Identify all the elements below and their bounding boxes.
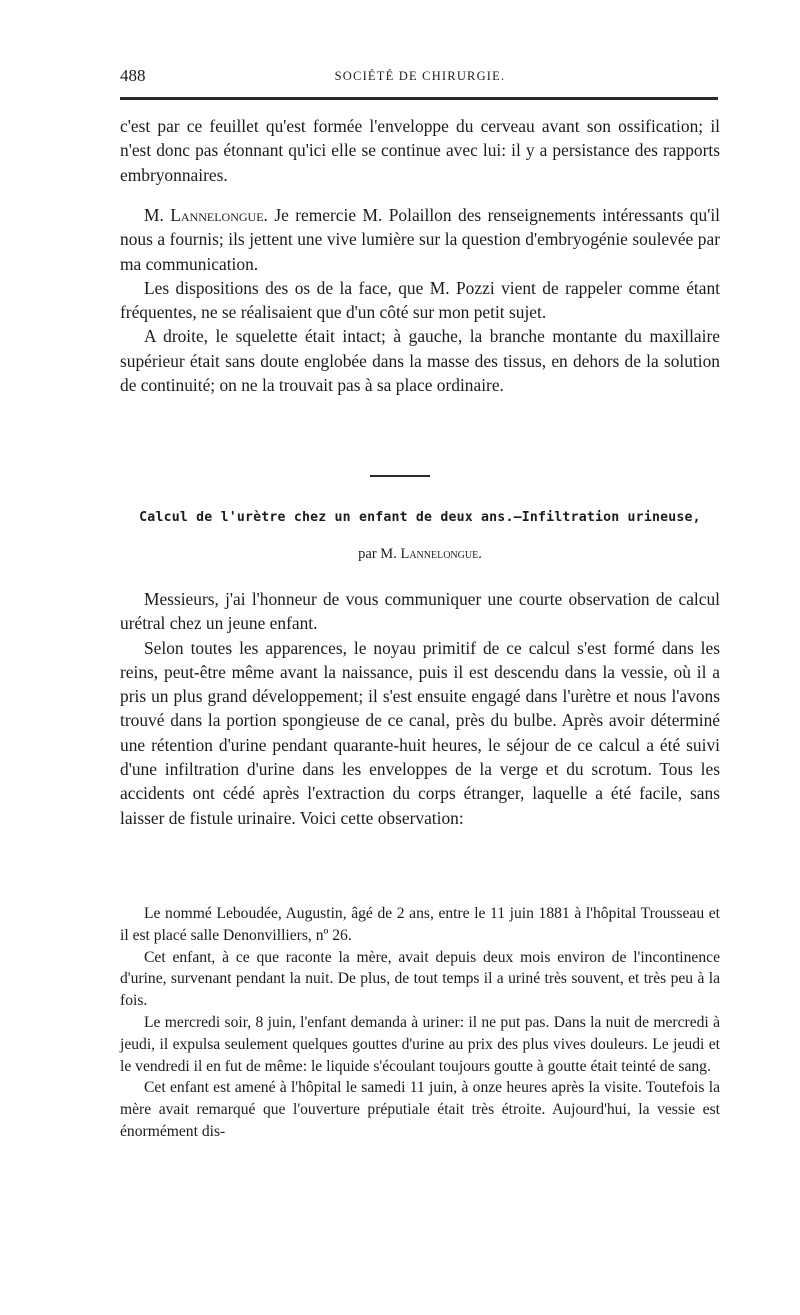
continued-text — [120, 114, 720, 187]
author-name: Lannelongue. — [400, 546, 482, 562]
header-rule — [120, 97, 718, 100]
author-prefix: par M. — [358, 546, 397, 562]
paragraph: Les dispositions des os de la face, que M. Pozzi vient de rappeler comme étant fréquentes, ne se réalisaient que d'un côté sur mon petit sujet. — [120, 277, 720, 323]
running-head — [120, 66, 720, 90]
paragraph: c'est par ce feuillet qu'est formée l'enveloppe du cerveau avant son ossification; il n'est donc pas étonnant qu'ici elle se continue avec lui: il y a persistance des rapports embryonnaires. — [120, 116, 720, 185]
speaker-name: M. Lannelongue. — [144, 205, 268, 225]
paragraph: Cet enfant, à ce que raconte la mère, avait depuis deux mois environ de l'incontinence d'urine, survenant pendant la nuit. De plus, de tout temps il a uriné très souvent, et très peu à la fois. — [120, 948, 720, 1010]
paragraph: Messieurs, j'ai l'honneur de vous communiquer une courte observation de calcul urétral chez un jeune enfant. — [120, 589, 720, 634]
reply-section — [120, 203, 720, 397]
section-author — [120, 546, 720, 563]
page-number: 488 — [120, 66, 146, 85]
paragraph — [120, 203, 720, 276]
paragraph: A droite, le squelette était intact; à gauche, la branche montante du maxillaire supérieur était sans doute englobée dans la masse des tissus, en dehors de la solution de continuité; on ne la trouvait pas à sa place ordinaire. — [120, 326, 720, 396]
paragraph-text: Je remercie M. Polaillon des renseignements intéressants qu'il nous a fournis; ils jettent une vive lumière sur la question d'embryogénie soulevée par ma communication. — [120, 205, 720, 274]
paragraph: Le mercredi soir, 8 juin, l'enfant demanda à uriner: il ne put pas. Dans la nuit de mercredi à jeudi, il expulsa seulement quelques gouttes d'urine au prix des plus vives douleurs. Le jeudi et le vendredi il en fut de même: le liquide s'écoulant toujours goutte à goutte était teinté de sang. — [120, 1013, 720, 1075]
paragraph: Le nommé Leboudée, Augustin, âgé de 2 ans, entre le 11 juin 1881 à l'hôpital Trousseau et il est placé salle Denonvilliers, nº 26. — [120, 905, 720, 944]
observation-text — [120, 903, 720, 1143]
paragraph: Selon toutes les apparences, le noyau primitif de ce calcul s'est formé dans les reins, peut-être même avant la naissance, puis il est descendu dans la vessie, où il a pris un plus grand développement; il s'est ensuite engagé dans l'urètre et nous l'avons trouvé dans la portion spongieuse de ce canal, près du bulbe. Après avoir déterminé une rétention d'urine pendant quarante-huit heures, le séjour de ce calcul a été suivi d'une infiltration d'urine dans les enveloppes de la verge et du scrotum. Tous les accidents ont cédé après l'extraction du corps étranger, laquelle a été facile, sans laisser de fistule urinaire. Voici cette observation: — [120, 637, 720, 828]
main-text — [120, 587, 720, 830]
paragraph: Cet enfant est amené à l'hôpital le samedi 11 juin, à onze heures après la visite. Toutefois la mère avait remarqué que l'ouverture préputiale était très étroite. Aujourd'hui, la vessie est énormément dis- — [120, 1079, 720, 1140]
section-title: Calcul de l'urètre chez un enfant de deux ans.—Infiltration urineuse, — [139, 510, 701, 525]
section-separator — [370, 475, 430, 477]
journal-title: SOCIÉTÉ DE CHIRURGIE. — [334, 69, 506, 83]
